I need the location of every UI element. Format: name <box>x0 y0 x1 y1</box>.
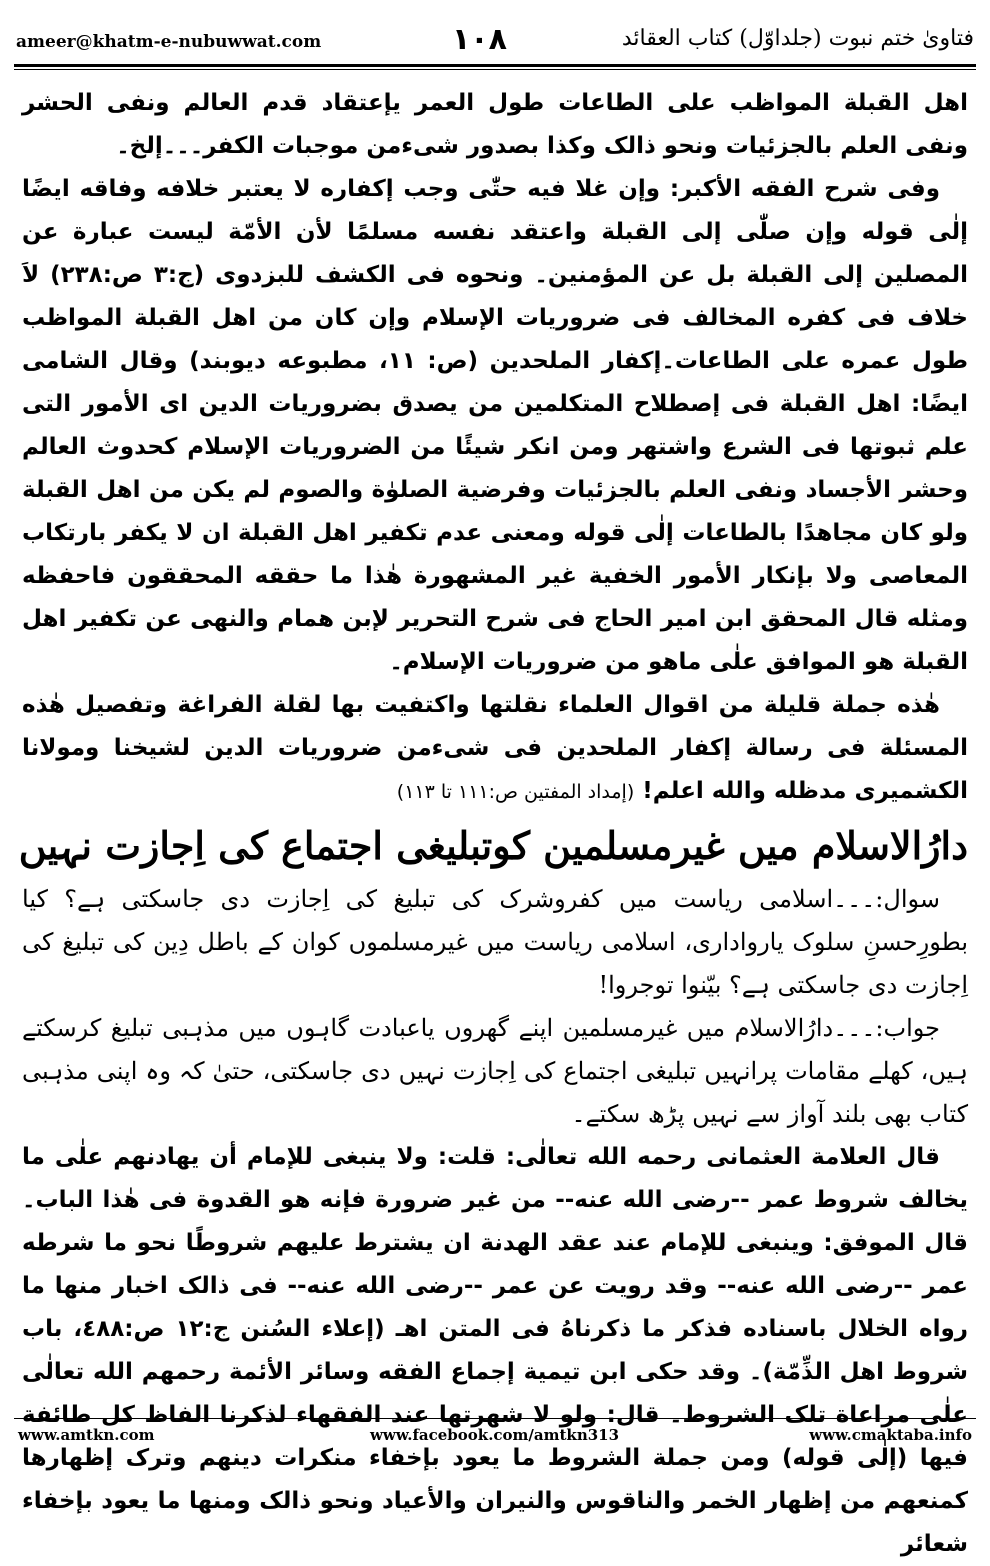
section-heading: دارُالاسلام میں غیرمسلمین کوتبلیغی اجتماع کی اِجازت نہیں <box>18 823 968 868</box>
page-footer <box>14 1426 976 1450</box>
answer-paragraph: جواب:۔۔۔دارُالاسلام میں غیرمسلمین اپنے گھروں یاعبادت گاہوں میں مذہبی تبلیغ کرسکتے ہیں، کھلے مقامات پرانہیں تبلیغی اجتماع کی اِجازت نہیں دی جاسکتی، حتیٰ کہ وہ اپنی مذہبی کتاب بھی بلند آواز سے نہیں پڑھ سکتے۔ <box>22 1014 968 1128</box>
paragraph-3 <box>22 684 968 814</box>
paragraph-3-reference: (إمداد المفتین ص:١١١ تا ١١٣) <box>396 781 635 803</box>
final-paragraph: قال العلامة العثمانی رحمه الله تعالٰی: قلت: ولا ینبغی للإمام أن یهادنهم علٰی ما یخالف شروط عمر --رضی الله عنه-- من غیر ضرورة فإنه هو القدوة فی هٰذا الباب۔ قال الموفق: وینبغی للإمام عند عقد الهدنة ان یشترط علیهم شروطًا نحو ما شرطه عمر --رضی الله عنه-- وقد رویت عن عمر --رضی الله عنه-- فی ذالک اخبار منها ما رواه الخلال باسناده فذکر ما ذکرناهُ فی المتن اهـ (إعلاء السُنن ج:١٢ ص:٤٨٨، باب شروط اهل الذِّمّة)۔ وقد حکی ابن تیمیة إجماع الفقه وسائر الأئمة رحمهم الله تعالٰی علٰی مراعاة تلک الشروط۔ قال: ولو لا شهرتها عند الفقهاء لذکرنا الفاظ کل طائفة فیها (إلٰی قوله) ومن جملة الشروط ما یعود بإخفاء منکرات دینهم وترک إظهارها کمنعهم من إظهار الخمر والناقوس والنیران والأعیاد ونحو ذالک ومنها ما یعود بإخفاء شعائر <box>22 1144 968 1557</box>
footer-rule <box>14 1418 976 1419</box>
paragraph-1: اهل القبلة المواظب على الطاعات طول العمر يإعتقاد قدم العالم ونفى الحشر ونفى العلم بالجزئيات ونحو ذالک وکذا بصدور شیءمن موجبات الکفر۔۔۔إلخ۔ <box>22 90 968 159</box>
paragraph-3-text: هٰذه جملة قلیلة من اقوال العلماء نقلتها واکتفیت بها لقلة الفراغة وتفصیل هٰذه المسئلة فی رسالة إکفار الملحدین فی شیءمن ضروریات الدین لشیخنا ومولانا الکشمیری مدظله والله اعلم! <box>22 692 968 804</box>
header-rule-thin <box>14 69 976 70</box>
page-number: ١٠٨ <box>452 22 507 57</box>
footer-link-amtkn: www.amtkn.com <box>18 1426 155 1444</box>
question-paragraph: سوال:۔۔۔اسلامی ریاست میں کفروشرک کی تبلیغ کی اِجازت دی جاسکتی ہے؟ کیا بطورِحسنِ سلوک یارواداری، اسلامی ریاست میں غیرمسلموں کوان کے باطل دِین کی تبلیغ کی اِجازت دی جاسکتی ہے؟ بیّنوا توجروا! <box>22 885 968 999</box>
book-title: فتاویٰ ختم نبوت (جلداوّل) کتاب العقائد <box>621 26 974 51</box>
header-rule <box>14 64 976 67</box>
header-email: ameer@khatm-e-nubuwwat.com <box>16 32 322 52</box>
page-header <box>14 18 976 62</box>
footer-link-facebook: www.facebook.com/amtkn313 <box>370 1426 620 1444</box>
footer-link-cmaktaba: www.cmaktaba.info <box>809 1426 972 1444</box>
paragraph-2: وفی شرح الفقه الأکبر: وإن غلا فیه حتّٰی وجب إکفاره لا یعتبر خلافه وفاقه ایضًا إلٰی قوله وإن صلّٰی إلی القبلة واعتقد نفسه مسلمًا لأن الأمّة لیست عبارة عن المصلین إلی القبلة بل عن المؤمنین۔ ونحوه فی الکشف للبزدوی (ج:٣ ص:٢٣٨) لاَ خلاف فی کفره المخالف فی ضروریات الإسلام وإن کان من اهل القبلة المواظب طول عمره علی الطاعات۔إکفار الملحدین (ص: ١١، مطبوعه دیوبند) وقال الشامی ایضًا: اهل القبلة فی إصطلاح المتکلمین من یصدق بضروریات الدین ای الأمور التی علم ثبوتها فی الشرع واشتهر ومن انکر شیئًا من الضروریات الإسلام کحدوث العالم وحشر الأجساد ونفی العلم بالجزئیات وفرضیة الصلوٰة والصوم لم یکن من اهل القبلة ولو کان مجاهدًا بالطاعات إلٰی قوله ومعنی عدم تکفیر اهل القبلة ان لا یکفر بارتکاب المعاصی ولا بإنکار الأمور الخفیة غیر المشهورة هٰذا ما حققه المحققون فاحفظه ومثله قال المحقق ابن امیر الحاج فی شرح التحریر لإبن همام والنهی عن تکفیر اهل القبلة هو الموافق علٰی ماهو من ضروریات الإسلام۔ <box>22 176 968 675</box>
